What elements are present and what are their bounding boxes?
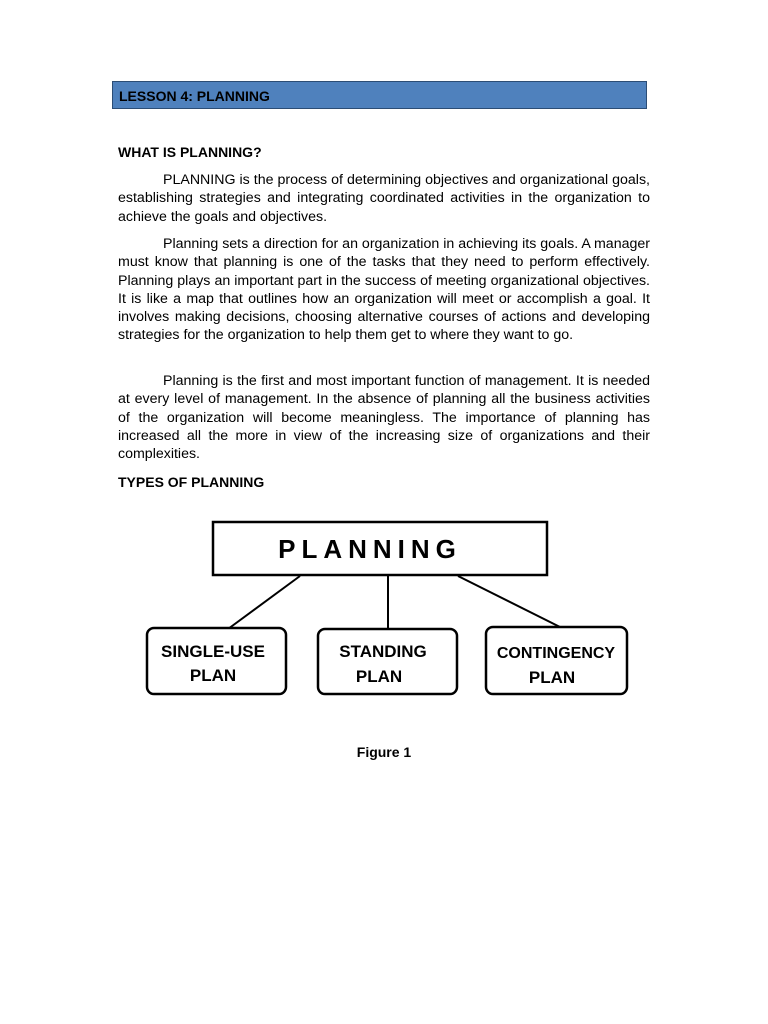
figure-caption: Figure 1 (356, 744, 412, 760)
standing-plan-line2: PLAN (355, 667, 403, 686)
single-use-plan-line1: SINGLE-USE (161, 642, 265, 661)
connector-single-use (228, 576, 300, 629)
contingency-plan-line1: CONTINGENCY (496, 645, 616, 662)
paragraph-2: Planning sets a direction for an organization in achieving its goals. A manager must know that planning is one of the tasks that they need to perform effectively. Planning plays an important part in the success of meeting organizational objectives. It is like a map that outlines how an organization will meet or accomplish a goal. It involves making decisions, choosing alternative courses of actions and developing strategies for the organization to help them get to where they want to go. (118, 236, 650, 344)
section-heading-types-of-planning: TYPES OF PLANNING (118, 474, 265, 490)
contingency-plan-line2: PLAN (528, 668, 576, 687)
single-use-plan-line2: PLAN (189, 666, 237, 685)
root-box-label: PLANNING (278, 534, 462, 564)
section-heading-what-is-planning: WHAT IS PLANNING? (118, 144, 262, 160)
paragraph-1: PLANNING is the process of determining objectives and organizational goals, establishing strategies and integrating coordinated activities in the organization to achieve the goals and objectives. (118, 172, 650, 225)
lesson-title: LESSON 4: PLANNING (119, 88, 270, 104)
connector-contingency (458, 576, 560, 627)
paragraph-3: Planning is the first and most important function of management. It is needed at every level of management. In the absence of planning all the business activities of the organization will become meaningless. The importance of planning has increased all the more in view of the increasing size of organizations and their complexities. (118, 373, 650, 463)
standing-plan-line1: STANDING (339, 642, 427, 661)
